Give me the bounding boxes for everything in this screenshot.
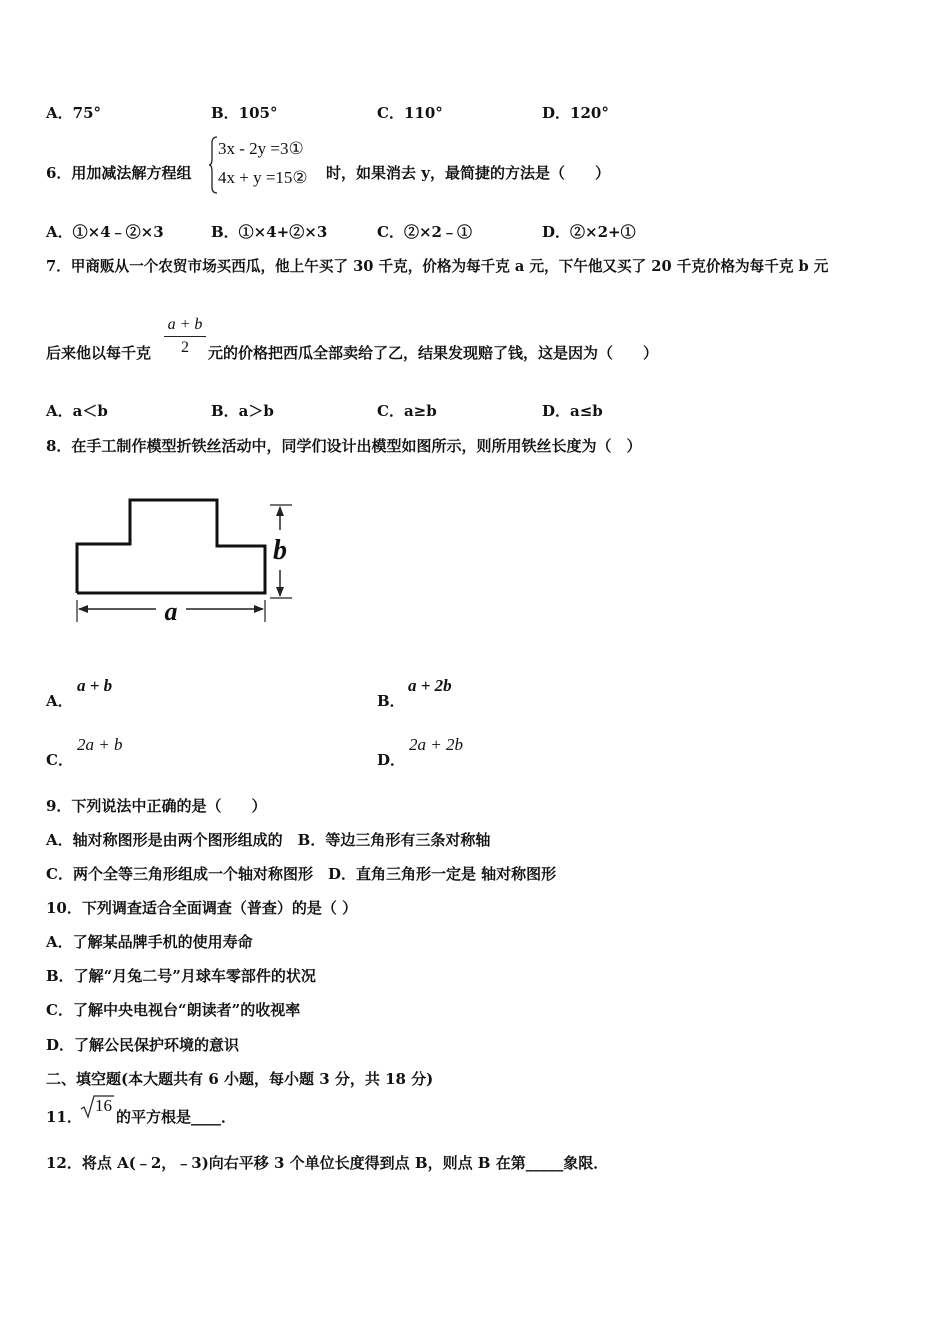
q5-option-a: A．75°: [46, 104, 102, 122]
q10-option-a: A．了解某品牌手机的使用寿命: [46, 933, 253, 951]
q6-option-d: D．②×2+①: [542, 223, 636, 241]
q10-option-d: D．了解公民保护环境的意识: [46, 1036, 240, 1054]
q9-options-cd: C．两个全等三角形组成一个轴对称图形 D．直角三角形一定是 轴对称图形: [46, 865, 557, 883]
q8-option-a-expr: a + b: [77, 676, 113, 695]
q6-option-b: B．①×4+②×3: [211, 223, 328, 241]
q9-text: 9．下列说法中正确的是（ ）: [46, 797, 267, 815]
q7-line2-suffix: 元的价格把西瓜全部卖给了乙，结果发现赔了钱，这是因为（ ）: [208, 344, 659, 362]
arrow-up-icon: [276, 506, 284, 516]
q7-fraction-numerator: a + b: [167, 316, 203, 333]
q8-text: 8．在手工制作模型折铁丝活动中，同学们设计出模型如图所示，则所用铁丝长度为（ ）: [46, 437, 642, 455]
q7-option-c: C．a≥b: [377, 402, 437, 420]
q7-option-a: A．a＜b: [46, 402, 108, 420]
q8-option-b-expr: a + 2b: [408, 676, 452, 695]
q12-text: 12．将点 A(﹣2，﹣3)向右平移 3 个单位长度得到点 B，则点 B 在第_____象限．: [46, 1154, 609, 1172]
q8-option-c-expr: 2a + b: [77, 735, 123, 754]
q8-wire-model-figure: [60, 460, 310, 630]
q10-text: 10．下列调查适合全面调查（普查）的是（ ）: [46, 899, 358, 917]
q6-option-a: A．①×4﹣②×3: [46, 223, 164, 241]
q5-option-c: C．110°: [377, 104, 443, 122]
arrow-down-icon: [276, 587, 284, 597]
section-2-heading: 二、填空题(本大题共有 6 小题，每小题 3 分，共 18 分): [46, 1070, 434, 1088]
q10-option-b: B．了解“月兔二号”月球车零部件的状况: [46, 967, 316, 985]
q8-option-c-letter: C．: [46, 751, 73, 769]
q6-equation-2: 4x + y =15②: [218, 168, 308, 187]
q6-option-c: C．②×2﹣①: [377, 223, 472, 241]
q7-option-b: B．a＞b: [211, 402, 274, 420]
q11-radicand: 16: [95, 1096, 112, 1115]
wire-outline: [77, 500, 265, 593]
q6-equation-system: [208, 135, 326, 195]
q10-option-c: C．了解中央电视台“朗读者”的收视率: [46, 1001, 301, 1019]
q11-prefix: 11．: [46, 1108, 82, 1126]
q5-option-b: B．105°: [211, 104, 278, 122]
q8-option-d-letter: D．: [377, 751, 406, 769]
q7-fraction-denominator: 2: [181, 339, 189, 356]
q7-option-d: D．a≤b: [542, 402, 603, 420]
q5-option-d: D．120°: [542, 104, 609, 122]
q11-suffix: 的平方根是____．: [116, 1108, 237, 1126]
fraction-bar: [164, 336, 206, 337]
q7-line2-prefix: 后来他以每千克: [46, 344, 152, 362]
q6-prefix: 6．用加减法解方程组: [46, 164, 192, 182]
label-b: b: [273, 535, 287, 566]
q8-option-d-expr: 2a + 2b: [409, 735, 463, 754]
q8-option-b-letter: B．: [377, 692, 405, 710]
q6-suffix: 时，如果消去 y，最简捷的方法是（ ）: [326, 164, 610, 182]
q7-fraction: [164, 316, 206, 357]
brace-icon: [208, 135, 218, 195]
label-a: a: [164, 597, 178, 626]
arrow-left-icon: [78, 605, 88, 613]
q8-option-a-letter: A．: [46, 692, 73, 710]
q6-equation-1: 3x - 2y =3①: [218, 139, 304, 158]
q9-options-ab: A．轴对称图形是由两个图形组成的 B．等边三角形有三条对称轴: [46, 831, 491, 849]
q7-line1: 7．甲商贩从一个农贸市场买西瓜，他上午买了 30 千克，价格为每千克 a 元，下午他又买了 20 千克价格为每千克 b 元: [46, 258, 829, 275]
arrow-right-icon: [254, 605, 264, 613]
